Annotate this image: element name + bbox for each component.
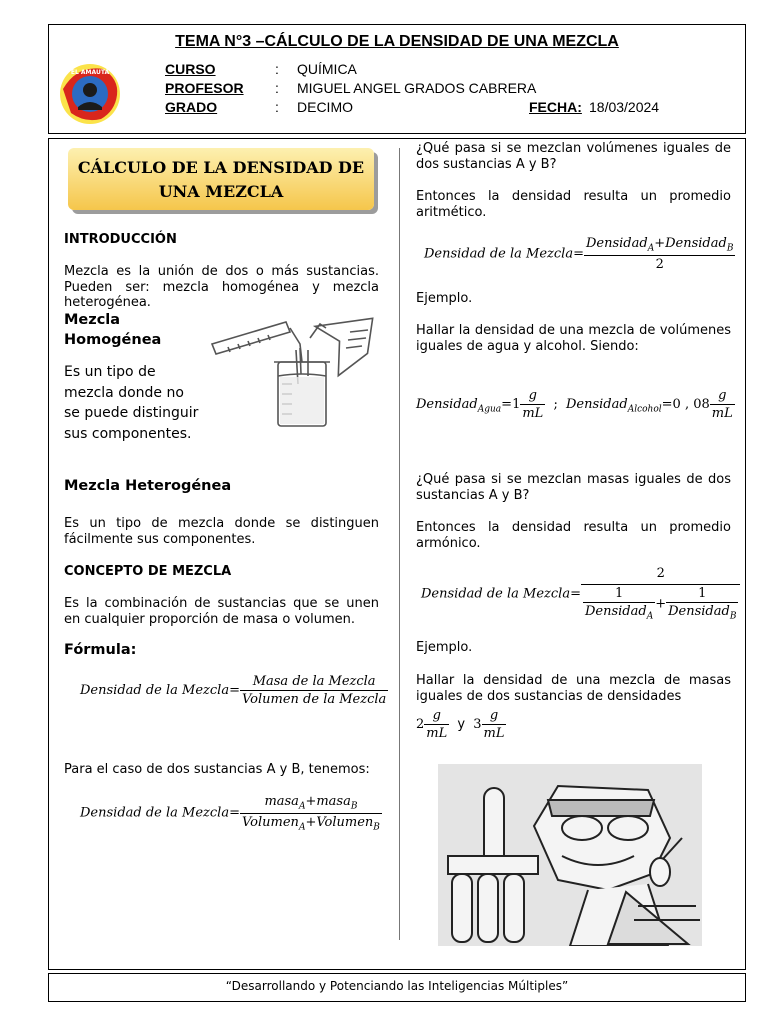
formula-arithmetic: Densidad de la Mezcla= $\frac{Densidad_A+Densidad_B}{2}$: [424, 236, 734, 272]
grado-label: GRADO: [165, 99, 218, 115]
colon: :: [275, 99, 279, 115]
question-volumes: ¿Qué pasa si se mezclan volúmenes iguales de dos sustancias A y B?: [416, 141, 731, 172]
grado-value: DECIMO: [297, 99, 353, 115]
homog-heading: Mezcla Homogénea: [64, 312, 162, 348]
two-substances-text: Para el caso de dos sustancias A y B, tenemos:: [64, 762, 370, 777]
fecha-value: 18/03/2024: [589, 99, 660, 115]
formula-two-substances: Densidad de la Mezcla= $\frac{masa_A+masa_B}{Volumen_A+Volumen_B}$: [80, 794, 380, 833]
lab-glassware-icon: [208, 314, 380, 430]
example-label-2: Ejemplo.: [416, 640, 473, 655]
curso-label: CURSO: [165, 61, 216, 77]
fecha-label: FECHA:: [529, 99, 582, 115]
banner-title: CÁLCULO DE LA DENSIDAD DE UNA MEZCLA: [77, 158, 365, 201]
header-box: [48, 24, 746, 134]
densities-water-alcohol: Densidad$_{Agua}$=1 $\frac{g}{mL}$ ; Densidad$_{Alcohol}$=0 , 08 $\frac{g}{mL}$: [416, 388, 733, 421]
concepto-heading: CONCEPTO DE MEZCLA: [64, 564, 232, 579]
intro-heading: INTRODUCCIÓN: [64, 232, 177, 247]
answer-arithmetic: Entonces la densidad resulta un promedio aritmético.: [416, 189, 731, 220]
page-title: TEMA N°3 –CÁLCULO DE LA DENSIDAD DE UNA MEZCLA: [175, 33, 619, 50]
example-text-2: Hallar la densidad de una mezcla de masas iguales de dos sustancias de densidades: [416, 673, 731, 704]
formula-density: Densidad de la Mezcla= $\frac{\text{Masa de la Mezcla}}{\text{Volumen de la Mezcla}}$: [80, 674, 387, 707]
concepto-text: Es la combinación de sustancias que se unen en cualquier proporción de masa o volumen.: [64, 596, 379, 627]
footer-motto: “Desarrollando y Potenciando las Inteligencias Múltiples”: [225, 979, 569, 993]
title-banner: [68, 148, 374, 210]
profesor-label: PROFESOR: [165, 80, 244, 96]
question-masses: ¿Qué pasa si se mezclan masas iguales de dos sustancias A y B?: [416, 472, 731, 503]
example-densities: 2 $\frac{g}{mL}$ y 3 $\frac{g}{mL}$: [416, 708, 505, 741]
homog-text: Es un tipo de mezcla donde no se puede distinguir sus componentes.: [64, 364, 199, 442]
colon: :: [275, 61, 279, 77]
formula-harmonic: Densidad de la Mezcla= 2 $\frac{1}{Densidad_A}$ + $\frac{1}{Densidad_B}$: [421, 566, 740, 622]
school-logo-icon: [57, 61, 123, 127]
svg-text:EL AMAUTA: EL AMAUTA: [70, 69, 110, 76]
example-label-1: Ejemplo.: [416, 291, 473, 306]
column-divider: [399, 148, 400, 940]
answer-harmonic: Entonces la densidad resulta un promedio armónico.: [416, 520, 731, 551]
heterog-text: Es un tipo de mezcla donde se distinguen fácilmente sus componentes.: [64, 516, 379, 547]
colon: :: [275, 80, 279, 96]
heterog-heading: Mezcla Heterogénea: [64, 478, 232, 494]
formula-heading: Fórmula:: [64, 642, 137, 658]
cartoon-scientist-icon: [438, 764, 702, 946]
footer-box: [48, 973, 746, 1002]
example-text-1: Hallar la densidad de una mezcla de volúmenes iguales de agua y alcohol. Siendo:: [416, 323, 731, 354]
profesor-value: MIGUEL ANGEL GRADOS CABRERA: [297, 80, 537, 96]
intro-text: Mezcla es la unión de dos o más sustancias. Pueden ser: mezcla homogénea y mezcla heterogénea.: [64, 264, 379, 310]
curso-value: QUÍMICA: [297, 61, 357, 77]
